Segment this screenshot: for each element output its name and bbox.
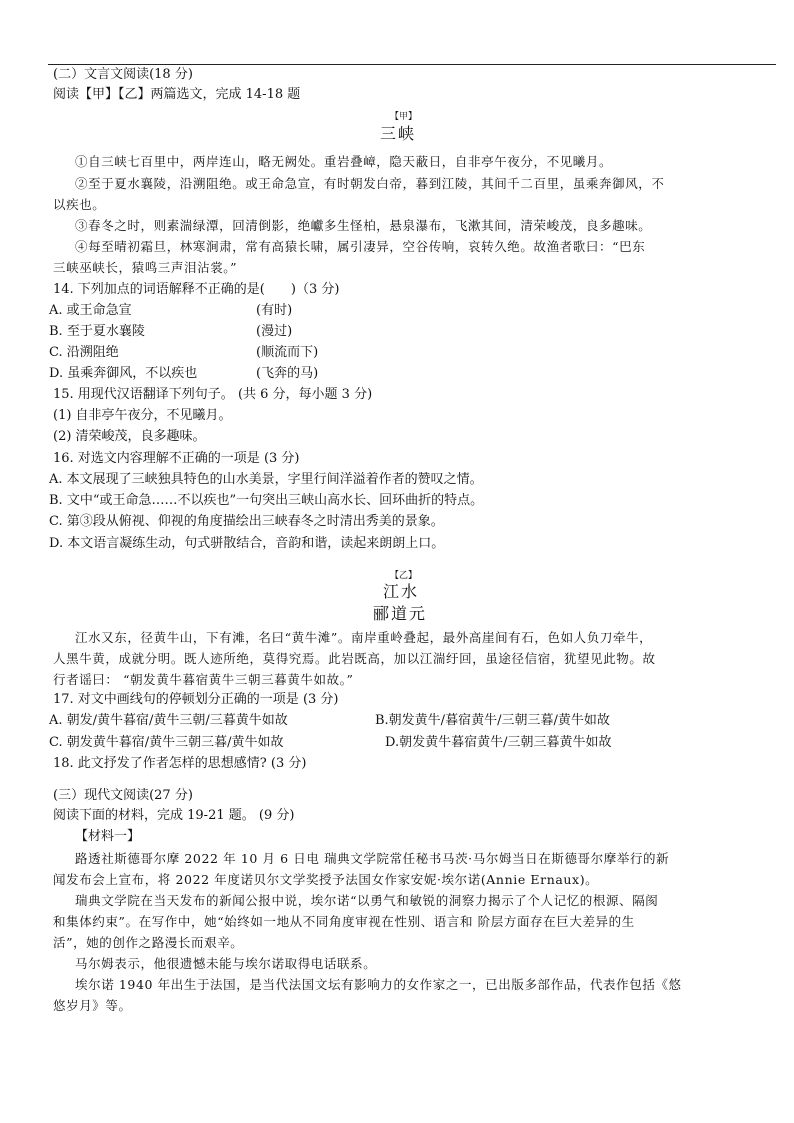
material-line: 马尔姆表示，他很遗憾未能与埃尔诺取得电话联系。 — [75, 956, 377, 971]
q14-option-c: C. 沿溯阻绝 — [49, 345, 119, 360]
question-16-stem: 16. 对选文内容理解不正确的一项是 (3 分) — [53, 451, 300, 466]
question-18-stem: 18. 此文抒发了作者怎样的思想感情? (3 分) — [53, 756, 307, 771]
q16-option-b: B. 文中“或王命急……不以疾也”一句突出三峡山高水长、回环曲折的特点。 — [49, 493, 484, 508]
passage-line: 江水又东，径黄牛山，下有滩，名曰“黄牛滩”。南岸重岭叠起，最外高崖间有石，色如人负刀牵牛， — [75, 630, 653, 645]
material-line: 悠岁月》等。 — [53, 998, 132, 1013]
q16-option-a: A. 本文展现了三峡独具特色的山水美景，字里行间洋溢着作者的赞叹之情。 — [49, 472, 483, 487]
q16-option-c: C. 第③段从俯视、仰视的角度描绘出三峡春冬之时清出秀美的景象。 — [49, 514, 444, 529]
section-heading: (二）文言文阅读(18 分) — [53, 67, 193, 82]
q15-item: (1) 自非亭午夜分，不见曦月。 — [53, 408, 232, 423]
material-line: 和集体约束”。在写作中，她“始终如一地从不同角度审视在性别、语言和 阶层方面存在巨大差异的生 — [53, 914, 635, 929]
q17-option-a: A. 朝发/黄牛暮宿/黄牛三朝/三暮黄牛如故 — [49, 713, 288, 728]
q14-option-c-note: (顺流而下) — [256, 345, 319, 360]
material-line: 活”，她的创作之路漫长而艰辛。 — [53, 935, 244, 950]
passage-line: 三峡巫峡长，猿鸣三声泪沾裳。” — [53, 260, 238, 275]
passage-line: 行者谣曰： “朝发黄牛暮宿黄牛三朝三暮黄牛如故。” — [53, 672, 354, 687]
material-line: 闻发布会上宣布，将 2022 年度诺贝尔文学奖授予法国女作家安妮·埃尔诺(Annie Ernaux)。 — [53, 872, 599, 887]
material-line: 路透社斯德哥尔摩 2022 年 10 月 6 日电 瑞典文学院常任秘书马茨·马尔姆当日在斯德哥尔摩举行的新 — [75, 851, 670, 866]
passage-author: 郦道元 — [373, 604, 428, 623]
passage-tag: 【甲】 — [390, 112, 418, 122]
passage-title: 三峡 — [380, 124, 417, 143]
q16-option-d: D. 本文语言凝练生动，句式骈散结合，音韵和谐，读起来朗朗上口。 — [49, 536, 445, 551]
q14-option-b-note: (漫过) — [256, 324, 293, 339]
passage-line: ①自三峡七百里中，两岸连山，略无阙处。重岩叠嶂，隐天蔽日，自非亭午夜分，不见曦月。 — [75, 154, 613, 169]
passage-line: ②至于夏水襄陵，沿溯阻绝。或王命急宣，有时朝发白帝，暮到江陵，其间千二百里，虽乘奔御风，不 — [75, 176, 665, 191]
q17-option-b: B.朝发黄牛/暮宿黄牛/三朝三暮/黄牛如故 — [375, 713, 610, 728]
passage-title: 江水 — [383, 582, 420, 601]
q14-option-a: A. 或王命急宣 — [49, 303, 132, 318]
q15-item: (2) 清荣峻茂，良多趣味。 — [53, 429, 206, 444]
q17-option-c: C. 朝发黄牛暮宿/黄牛三朝三暮/黄牛如故 — [49, 735, 284, 750]
material-line: 埃尔诺 1940 年出生于法国，是当代法国文坛有影响力的女作家之一，已出版多部作品，代表作包括《悠 — [75, 977, 682, 992]
question-15-stem: 15. 用现代汉语翻译下列句子。 (共 6 分，每小题 3 分) — [53, 387, 373, 402]
section-instruction: 阅读下面的材料，完成 19-21 题。 (9 分) — [53, 808, 295, 823]
material-line: 瑞典文学院在当天发布的新闻公报中说，埃尔诺“以勇气和敏锐的洞察力揭示了个人记忆的根源、隔阂 — [75, 893, 659, 908]
q14-option-d-note: (飞奔的马) — [256, 366, 319, 381]
q17-option-d: D.朝发黄牛暮宿黄牛/三朝三暮黄牛如故 — [385, 735, 612, 750]
q14-option-d: D. 虽乘奔御风，不以疾也 — [49, 366, 198, 381]
q14-option-a-note: (有时) — [256, 303, 293, 318]
section-instruction: 阅读【甲】【乙】两篇选文，完成 14-18 题 — [53, 87, 301, 102]
passage-line: ④每至晴初霜旦，林寒涧肃，常有高猿长啸，属引凄异，空谷传响，哀转久绝。故渔者歌曰：“巴东 — [75, 239, 646, 254]
question-17-stem: 17. 对文中画线句的停顿划分正确的一项是 (3 分) — [53, 692, 339, 707]
passage-line: 以疾也。 — [53, 197, 106, 212]
question-14-stem: 14. 下列加点的词语解释不正确的是( )（3 分) — [53, 282, 340, 297]
q14-option-b: B. 至于夏水襄陵 — [49, 324, 145, 339]
passage-line: ③春冬之时，则素湍绿潭，回清倒影，绝巘多生怪柏，悬泉瀑布，飞漱其间，清荣峻茂，良多趣味。 — [75, 218, 652, 233]
passage-tag: 【乙】 — [390, 571, 418, 581]
top-rule — [48, 64, 776, 65]
section-heading: (三）现代文阅读(27 分) — [53, 788, 193, 803]
material-tag: 【材料一】 — [75, 829, 141, 844]
passage-line: 人黑牛黄，成就分明。既人迹所绝，莫得究焉。此岩既高，加以江湍纡回，虽途径信宿，犹望见此物。故 — [53, 651, 656, 666]
